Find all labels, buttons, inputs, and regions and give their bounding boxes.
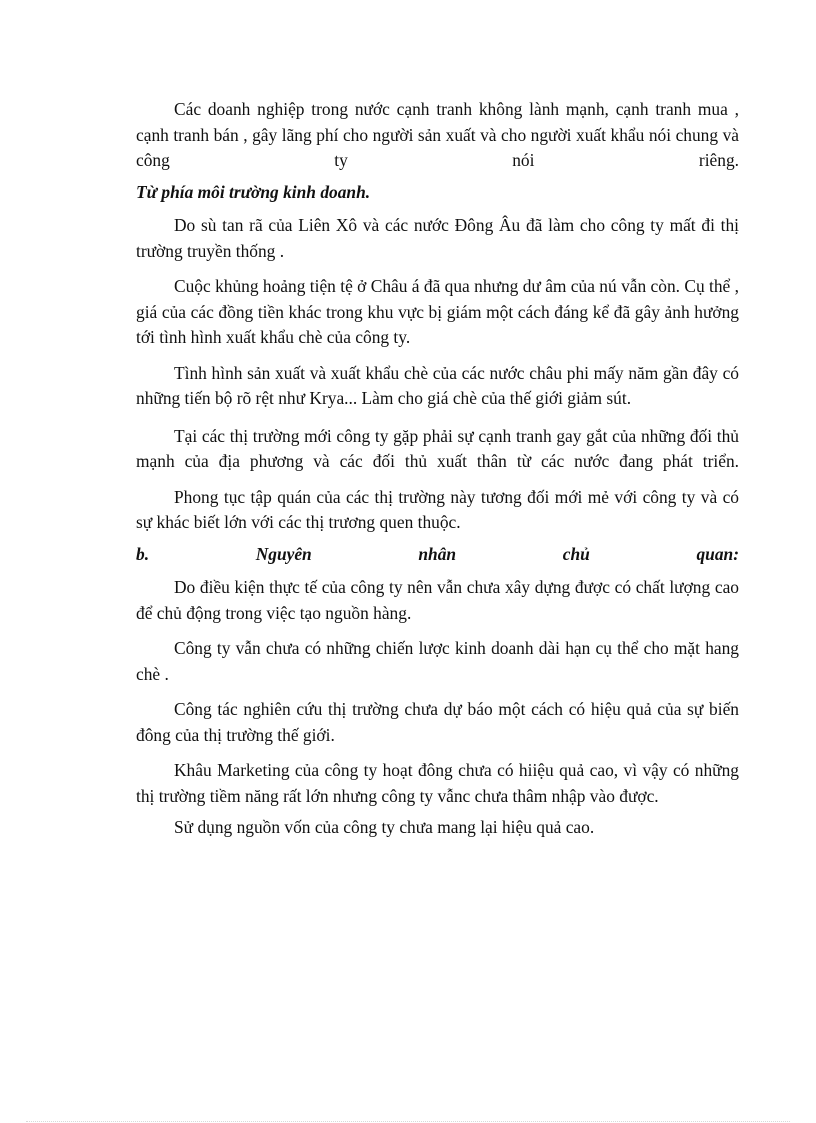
paragraph-customs-differences: Phong tục tập quán của các thị trường này tương đối mới mẻ với công ty và có sự khác biết lớn với các thị trương quen thuộc. (136, 486, 739, 532)
document-body (136, 97, 739, 841)
paragraph-asian-crisis: Cuộc khủng hoảng tiện tệ ở Châu á đã qua nhưng dư âm của nú vẫn còn. Cụ thể , giá của các đồng tiền khác trong khu vực bị giám một cách đáng kể đã gây ảnh hưởng tới tình hình xuất khẩu chè của công ty. (136, 276, 739, 347)
page-bottom-divider (26, 1121, 790, 1122)
paragraph-marketing: Khâu Marketing của công ty hoạt đông chưa có hiiệu quả cao, vì vậy có những thị trường tiềm năng rất lớn nhưng công ty vẫnc chưa thâm nhập vào được. (136, 760, 739, 806)
paragraph-capital-usage: Sử dụng nguồn vốn của công ty chưa mang lại hiệu quả cao. (174, 817, 595, 837)
paragraph-soviet-collapse: Do sù tan rã của Liên Xô và các nước Đông Âu đã làm cho công ty mất đi thị trường truyền thống . (136, 215, 739, 261)
paragraph-long-term-strategy: Công ty vẫn chưa có những chiến lược kinh doanh dài hạn cụ thể cho mặt hang chè . (136, 638, 739, 684)
heading-business-environment: Từ phía môi trường kinh doanh. (136, 181, 371, 202)
paragraph-market-research: Công tác nghiên cứu thị trường chưa dự báo một cách có hiệu quả của sự biến đông của thị trường thế giới. (136, 699, 739, 745)
paragraph-african-tea-production: Tình hình sản xuất và xuất khẩu chè của các nước châu phi mấy năm gần đây có những tiến bộ rõ rệt như Krya... Làm cho giá chè của thế giới giảm sút. (136, 362, 739, 408)
paragraph-new-market-competition: Tại các thị trường mới công ty gặp phải sự cạnh tranh gay gắt của những đối thủ mạnh của địa phương và các đối thủ xuất thân từ các nước đang phát triển. (136, 425, 739, 471)
paragraph-domestic-competition: Các doanh nghiệp trong nước cạnh tranh không lành mạnh, cạnh tranh mua , cạnh tranh bán , gây lãng phí cho người sản xuất và cho người xuất khẩu nói chung và công ty nói riêng. (136, 99, 739, 170)
heading-subjective-causes: b. Nguyên nhân chủ quan: (136, 543, 739, 564)
paragraph-quality-sourcing: Do điều kiện thực tế của công ty nên vẫn chưa xây dựng được có chất lượng cao để chủ động trong việc tạo nguồn hàng. (136, 577, 739, 623)
